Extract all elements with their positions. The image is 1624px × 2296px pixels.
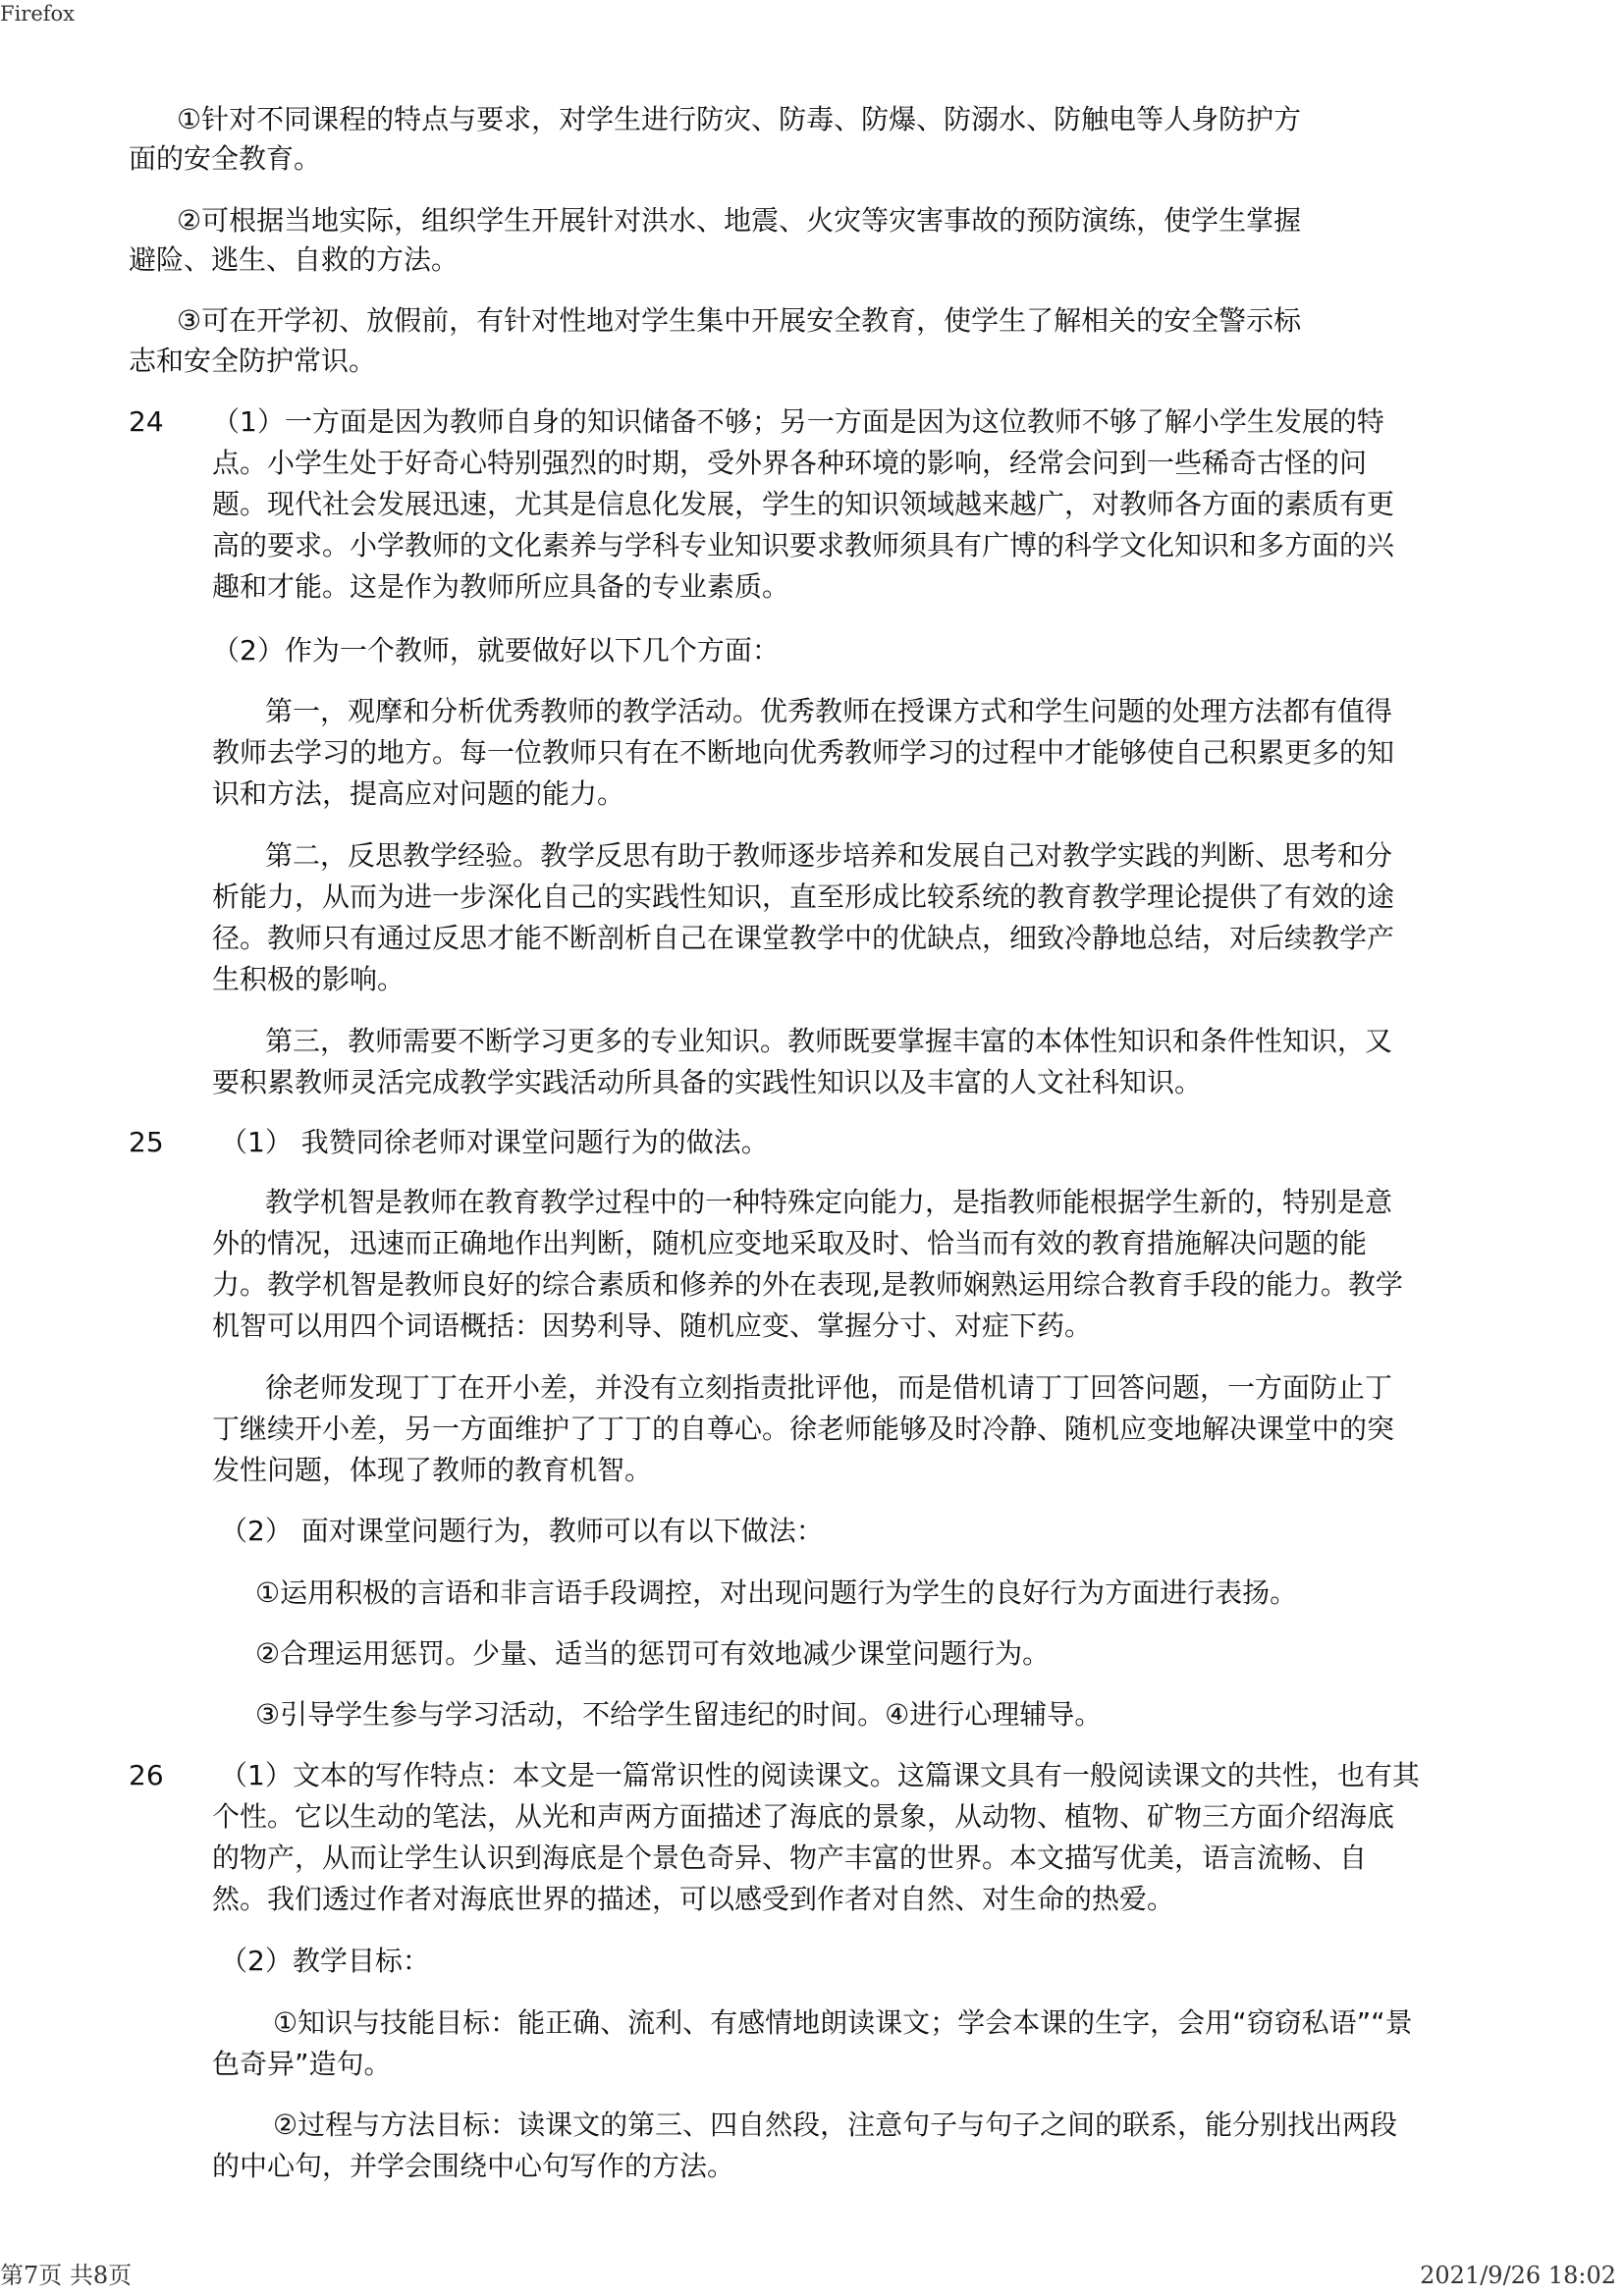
text-line: 径。教师只有通过反思才能不断剖析自己在课堂教学中的优缺点，细致冷静地总结，对后续教学产 [212, 922, 1395, 954]
text-line: ②可根据当地实际，组织学生开展针对洪水、地震、火灾等灾害事故的预防演练，使学生掌握 [177, 204, 1302, 237]
text-line: 机智可以用四个词语概括：因势利导、随机应变、掌握分寸、对症下药。 [212, 1309, 1093, 1342]
text-line: 析能力，从而为进一步深化自己的实践性知识，直至形成比较系统的教育教学理论提供了有效的途 [212, 881, 1395, 913]
text-line: 教学机智是教师在教育教学过程中的一种特殊定向能力，是指教师能根据学生新的，特别是意 [265, 1186, 1393, 1218]
question-number: 24 [129, 405, 164, 438]
text-line: ①运用积极的言语和非言语手段调控，对出现问题行为学生的良好行为方面进行表扬。 [255, 1576, 1298, 1609]
text-line: 发性问题，体现了教师的教育机智。 [212, 1454, 653, 1486]
question-number: 25 [129, 1126, 164, 1158]
text-line: 志和安全防护常识。 [129, 345, 377, 377]
text-line: 的物产，从而让学生认识到海底是个景色奇异、物产丰富的世界。本文描写优美，语言流畅、自 [212, 1842, 1368, 1874]
text-line: 题。现代社会发展迅速，尤其是信息化发展，学生的知识领域越来越广，对教师各方面的素质有更 [212, 488, 1395, 520]
text-line: 第三，教师需要不断学习更多的专业知识。教师既要掌握丰富的本体性知识和条件性知识，又 [265, 1025, 1393, 1057]
text-line: 徐老师发现丁丁在开小差，并没有立刻指责批评他，而是借机请丁丁回答问题，一方面防止丁 [265, 1371, 1393, 1404]
text-line: （1）一方面是因为教师自身的知识储备不够；另一方面是因为这位教师不够了解小学生发展的特 [212, 405, 1384, 438]
text-line: ③可在开学初、放假前，有针对性地对学生集中开展安全教育，使学生了解相关的安全警示标 [177, 304, 1302, 337]
text-line: 色奇异”造句。 [212, 2048, 392, 2080]
text-line: 的中心句，并学会围绕中心句写作的方法。 [212, 2150, 735, 2182]
text-line: ②合理运用惩罚。少量、适当的惩罚可有效地减少课堂问题行为。 [255, 1637, 1051, 1670]
text-line: 教师去学习的地方。每一位教师只有在不断地向优秀教师学习的过程中才能够使自己积累更多的知 [212, 736, 1395, 769]
text-line: 点。小学生处于好奇心特别强烈的时期，受外界各种环境的影响，经常会问到一些稀奇古怪的问 [212, 447, 1368, 479]
page-info: 第7页 共8页 [0, 2262, 133, 2289]
text-line: 识和方法，提高应对问题的能力。 [212, 777, 625, 810]
text-line: 个性。它以生动的笔法，从光和声两方面描述了海底的景象，从动物、植物、矿物三方面介绍海底 [212, 1800, 1395, 1833]
text-line: ①知识与技能目标：能正确、流利、有感情地朗读课文；学会本课的生字，会用“窃窃私语”“景 [273, 2006, 1413, 2039]
text-line: ②过程与方法目标：读课文的第三、四自然段，注意句子与句子之间的联系，能分别找出两段 [273, 2109, 1398, 2141]
text-line: 第二，反思教学经验。教学反思有助于教师逐步培养和发展自己对教学实践的判断、思考和分 [265, 839, 1393, 872]
text-line: 高的要求。小学教师的文化素养与学科专业知识要求教师须具有广博的科学文化知识和多方面的兴 [212, 529, 1395, 561]
browser-title: Firefox [0, 2, 76, 26]
text-line: （2）教学目标： [220, 1945, 430, 1977]
text-line: 避险、逃生、自救的方法。 [129, 243, 460, 276]
text-line: 第一，观摩和分析优秀教师的教学活动。优秀教师在授课方式和学生问题的处理方法都有值得 [265, 695, 1393, 727]
text-line: 面的安全教育。 [129, 142, 322, 175]
text-line: 要积累教师灵活完成教学实践活动所具备的实践性知识以及丰富的人文社科知识。 [212, 1066, 1203, 1098]
text-line: （2）作为一个教师，就要做好以下几个方面： [212, 634, 780, 667]
text-line: 外的情况，迅速而正确地作出判断，随机应变地采取及时、恰当而有效的教育措施解决问题的能 [212, 1227, 1368, 1259]
question-number: 26 [129, 1759, 164, 1791]
text-line: ③引导学生参与学习活动，不给学生留违纪的时间。④进行心理辅导。 [255, 1698, 1103, 1731]
text-line: 然。我们透过作者对海底世界的描述，可以感受到作者对自然、对生命的热爱。 [212, 1883, 1175, 1915]
text-line: （1） 我赞同徐老师对课堂问题行为的做法。 [220, 1126, 769, 1158]
text-line: 丁继续开小差，另一方面维护了丁丁的自尊心。徐老师能够及时冷静、随机应变地解决课堂中的突 [212, 1413, 1395, 1445]
print-datetime: 2021/9/26 18:02 [1420, 2262, 1616, 2289]
text-line: （1）文本的写作特点：本文是一篇常识性的阅读课文。这篇课文具有一般阅读课文的共性，也有其 [220, 1759, 1420, 1791]
text-line: 趣和才能。这是作为教师所应具备的专业素质。 [212, 570, 790, 603]
text-line: 力。教学机智是教师良好的综合素质和修养的外在表现,是教师娴熟运用综合教育手段的能力。教学 [212, 1268, 1403, 1301]
text-line: ①针对不同课程的特点与要求，对学生进行防灾、防毒、防爆、防溺水、防触电等人身防护方 [177, 103, 1302, 135]
text-line: 生积极的影响。 [212, 963, 406, 995]
text-line: （2） 面对课堂问题行为，教师可以有以下做法： [220, 1515, 824, 1547]
